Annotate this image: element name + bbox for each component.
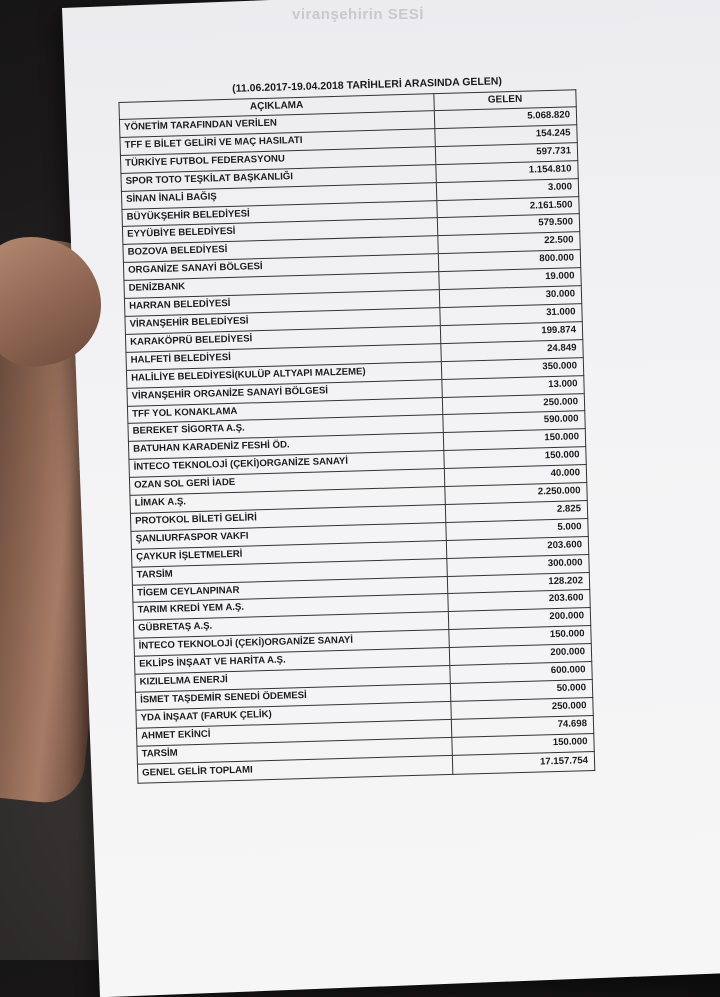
- row-description: BEREKET SİGORTA A.Ş.: [128, 415, 443, 442]
- row-description: HARRAN BELEDİYESİ: [124, 290, 439, 317]
- row-description: AHMET EKİNCİ: [136, 719, 451, 746]
- income-document: [118, 73, 595, 783]
- row-amount: 590.000: [443, 411, 585, 433]
- row-amount: 22.500: [438, 232, 580, 254]
- row-amount: 250.000: [442, 393, 584, 415]
- row-amount: 2.825: [445, 500, 587, 522]
- row-description: EYYÜBİYE BELEDİYESİ: [122, 218, 437, 245]
- row-amount: 200.000: [448, 608, 590, 630]
- row-amount: 150.000: [444, 447, 586, 469]
- row-description: VİRANŞEHİR BELEDİYESİ: [125, 308, 440, 335]
- total-amount: 17.157.754: [452, 751, 594, 774]
- row-amount: 350.000: [441, 357, 583, 379]
- row-description: OZAN SOL GERİ İADE: [129, 469, 444, 496]
- row-description: ORGANİZE SANAYİ BÖLGESİ: [123, 254, 438, 281]
- row-amount: 200.000: [449, 644, 591, 666]
- row-amount: 31.000: [440, 304, 582, 326]
- row-amount: 250.000: [451, 697, 593, 719]
- row-amount: 597.731: [435, 143, 577, 165]
- row-description: DENİZBANK: [124, 272, 439, 299]
- row-amount: 150.000: [449, 626, 591, 648]
- row-description: HALİLİYE BELEDİYESİ(KULÜP ALTYAPI MALZEME): [126, 361, 441, 388]
- row-amount: 1.154.810: [436, 160, 578, 182]
- row-amount: 600.000: [450, 662, 592, 684]
- row-amount: 5.068.820: [434, 107, 576, 129]
- row-description: YÖNETİM TARAFINDAN VERİLEN: [119, 111, 434, 138]
- row-description: PROTOKOL BİLETİ GELİRİ: [130, 504, 445, 531]
- row-description: ÇAYKUR İŞLETMELERİ: [131, 540, 446, 567]
- watermark-text: viranşehirin SESİ: [292, 6, 424, 23]
- row-amount: 199.874: [440, 322, 582, 344]
- row-amount: 300.000: [447, 554, 589, 576]
- row-description: KARAKÖPRÜ BELEDİYESİ: [125, 325, 440, 352]
- row-amount: 2.250.000: [445, 483, 587, 505]
- row-amount: 50.000: [450, 679, 592, 701]
- row-description: GÜBRETAŞ A.Ş.: [133, 612, 448, 639]
- row-description: TÜRKİYE FUTBOL FEDERASYONU: [120, 146, 435, 173]
- row-amount: 74.698: [451, 715, 593, 737]
- row-description: TFF E BİLET GELİRİ VE MAÇ HASILATI: [120, 129, 435, 156]
- row-description: İNTECO TEKNOLOJİ (ÇEKİ)ORGANİZE SANAYİ: [129, 451, 444, 478]
- row-amount: 40.000: [444, 465, 586, 487]
- row-description: BOZOVA BELEDİYESİ: [123, 236, 438, 263]
- row-description: LİMAK A.Ş.: [130, 487, 445, 514]
- row-amount: 150.000: [443, 429, 585, 451]
- row-amount: 13.000: [442, 375, 584, 397]
- row-description: KIZILELMA ENERJİ: [135, 666, 450, 693]
- row-amount: 203.600: [448, 590, 590, 612]
- row-description: ŞANLIURFASPOR VAKFI: [131, 522, 446, 549]
- row-amount: 24.849: [441, 339, 583, 361]
- row-amount: 5.000: [446, 518, 588, 540]
- row-amount: 579.500: [437, 214, 579, 236]
- row-amount: 800.000: [438, 250, 580, 272]
- row-description: İSMET TAŞDEMİR SENEDİ ÖDEMESİ: [135, 683, 450, 710]
- row-amount: 2.161.500: [437, 196, 579, 218]
- document-title: (11.06.2017-19.04.2018 TARİHLERİ ARASINDA GELEN): [232, 75, 503, 95]
- row-description: EKLİPS İNŞAAT VE HARİTA A.Ş.: [134, 648, 449, 675]
- row-description: SPOR TOTO TEŞKİLAT BAŞKANLIĞI: [121, 164, 436, 191]
- row-description: HALFETİ BELEDİYESİ: [126, 343, 441, 370]
- row-description: İNTECO TEKNOLOJİ (ÇEKİ)ORGANİZE SANAYİ: [134, 630, 449, 657]
- row-description: SİNAN İNALİ BAĞIŞ: [121, 182, 436, 209]
- row-amount: 19.000: [439, 268, 581, 290]
- row-description: BÜYÜKŞEHİR BELEDİYESİ: [122, 200, 437, 227]
- row-amount: 203.600: [446, 536, 588, 558]
- row-amount: 30.000: [439, 286, 581, 308]
- row-description: VİRANŞEHİR ORGANİZE SANAYİ BÖLGESİ: [127, 379, 442, 406]
- row-description: TİGEM CEYLANPINAR: [132, 576, 447, 603]
- row-description: TARIM KREDİ YEM A.Ş.: [133, 594, 448, 621]
- row-amount: 3.000: [436, 178, 578, 200]
- total-label: GENEL GELİR TOPLAMI: [137, 755, 452, 783]
- row-description: TARSİM: [137, 737, 452, 764]
- row-amount: 128.202: [447, 572, 589, 594]
- row-amount: 154.245: [435, 125, 577, 147]
- column-header-amount: GELEN: [434, 90, 576, 111]
- row-description: BATUHAN KARADENİZ FESHİ ÖD.: [128, 433, 443, 460]
- table-body: [119, 107, 594, 764]
- row-description: TFF YOL KONAKLAMA: [127, 397, 442, 424]
- row-description: YDA İNŞAAT (FARUK ÇELİK): [136, 701, 451, 728]
- income-table: [118, 89, 595, 783]
- row-amount: 150.000: [452, 733, 594, 755]
- column-header-description: AÇIKLAMA: [119, 94, 434, 120]
- row-description: TARSİM: [132, 558, 447, 585]
